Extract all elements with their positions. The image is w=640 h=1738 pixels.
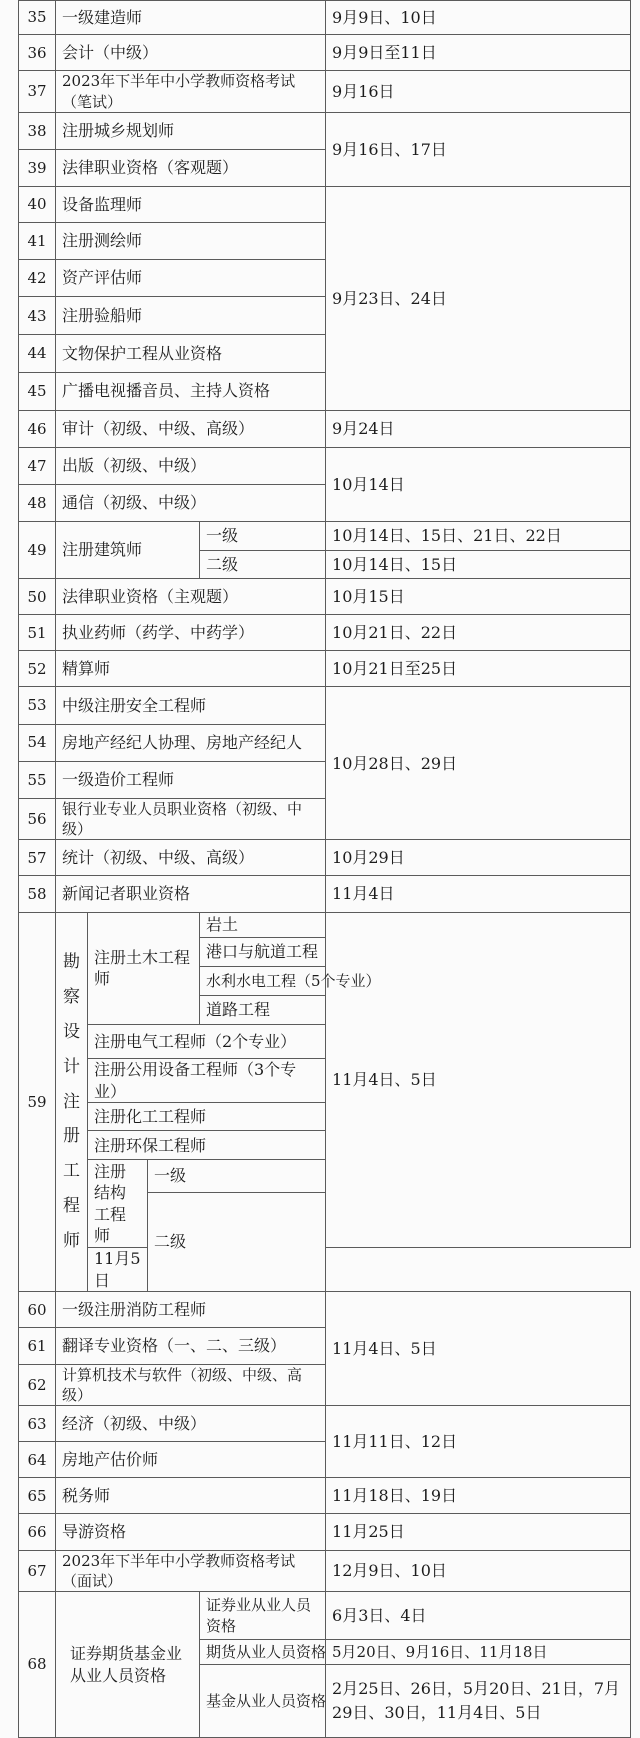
exam-date: 12月9日、10日	[326, 1550, 631, 1592]
exam-date: 9月9日、10日	[326, 1, 631, 35]
exam-name: 注册验船师	[56, 297, 326, 335]
row-number: 66	[19, 1514, 56, 1550]
row-number: 42	[19, 260, 56, 297]
row-number: 54	[19, 724, 56, 761]
row-number: 64	[19, 1442, 56, 1478]
exam-date: 10月28日、29日	[326, 687, 631, 840]
table-row	[19, 187, 631, 223]
exam-name: 2023年下半年中小学教师资格考试（笔试）	[56, 71, 326, 113]
exam-category-vertical	[56, 912, 88, 1292]
exam-name: 一级建造师	[56, 1, 326, 35]
exam-name: 房地产估价师	[56, 1442, 326, 1478]
exam-name: 统计（初级、中级、高级）	[56, 840, 326, 876]
exam-name: 法律职业资格（主观题）	[56, 579, 326, 615]
exam-name: 审计（初级、中级、高级）	[56, 410, 326, 447]
row-number: 55	[19, 761, 56, 798]
exam-name: 文物保护工程从业资格	[56, 335, 326, 372]
row-number: 56	[19, 798, 56, 840]
exam-date: 5月20日、9月16日、11月18日	[326, 1640, 631, 1665]
exam-name: 一级注册消防工程师	[56, 1292, 326, 1328]
exam-name: 出版（初级、中级）	[56, 447, 326, 484]
table-row	[19, 1550, 631, 1592]
exam-date: 9月9日至11日	[326, 35, 631, 71]
exam-name: 2023年下半年中小学教师资格考试（面试）	[56, 1550, 326, 1592]
exam-sublevel: 二级	[200, 551, 326, 579]
exam-sublevel: 一级	[148, 1160, 326, 1192]
table-row	[19, 1478, 631, 1514]
exam-name: 经济（初级、中级）	[56, 1406, 326, 1442]
exam-date: 2月25日、26日，5月20日、21日，7月29日、30日，11月4日、5日	[326, 1665, 631, 1738]
exam-name: 计算机技术与软件（初级、中级、高级）	[56, 1364, 326, 1406]
exam-sublevel: 二级	[148, 1192, 326, 1292]
exam-name: 广播电视播音员、主持人资格	[56, 372, 326, 410]
table-row	[19, 1514, 631, 1550]
exam-group-chemical: 注册化工工程师	[88, 1103, 326, 1131]
exam-name: 注册测绘师	[56, 223, 326, 260]
exam-name: 会计（中级）	[56, 35, 326, 71]
table-row	[19, 876, 631, 912]
exam-date: 10月29日	[326, 840, 631, 876]
exam-date: 10月14日、15日、21日、22日	[326, 522, 631, 551]
row-number: 60	[19, 1292, 56, 1328]
exam-date: 6月3日、4日	[326, 1592, 631, 1640]
table-row	[19, 447, 631, 484]
table-row	[19, 1592, 631, 1640]
row-number: 37	[19, 71, 56, 113]
exam-name: 注册建筑师	[56, 522, 200, 579]
exam-name: 导游资格	[56, 1514, 326, 1550]
row-number: 63	[19, 1406, 56, 1442]
row-number: 36	[19, 35, 56, 71]
exam-sublevel: 证券业从业人员资格	[200, 1592, 326, 1640]
table-row	[19, 687, 631, 724]
table-row	[19, 840, 631, 876]
row-number: 50	[19, 579, 56, 615]
exam-name: 一级造价工程师	[56, 761, 326, 798]
exam-date: 9月16日、17日	[326, 112, 631, 186]
row-number: 59	[19, 912, 56, 1292]
table-row	[19, 1406, 631, 1442]
exam-group-electrical: 注册电气工程师（2个专业）	[88, 1024, 326, 1058]
exam-date: 10月14日、15日	[326, 551, 631, 579]
exam-name: 房地产经纪人协理、房地产经纪人	[56, 724, 326, 761]
exam-name: 设备监理师	[56, 187, 326, 223]
row-number: 52	[19, 651, 56, 687]
row-number: 40	[19, 187, 56, 223]
table-row	[19, 1292, 631, 1328]
exam-name: 中级注册安全工程师	[56, 687, 326, 724]
exam-subspecialty: 岩土	[200, 912, 326, 937]
exam-group-utility: 注册公用设备工程师（3个专业）	[88, 1058, 326, 1102]
row-number: 62	[19, 1364, 56, 1406]
exam-date: 10月21日、22日	[326, 615, 631, 651]
table-row	[19, 112, 631, 149]
exam-date: 11月11日、12日	[326, 1406, 631, 1478]
table-row	[19, 615, 631, 651]
table-row	[19, 579, 631, 615]
exam-date: 10月15日	[326, 579, 631, 615]
row-number: 41	[19, 223, 56, 260]
row-number: 57	[19, 840, 56, 876]
row-number: 47	[19, 447, 56, 484]
row-number: 39	[19, 149, 56, 186]
table-row	[19, 71, 631, 113]
exam-category-label: 勘察设计注册工程师	[63, 952, 80, 1251]
row-number: 51	[19, 615, 56, 651]
exam-date: 9月16日	[326, 71, 631, 113]
exam-name: 注册城乡规划师	[56, 112, 326, 149]
row-number: 68	[19, 1592, 56, 1738]
table-row	[19, 651, 631, 687]
exam-date: 11月5日	[88, 1248, 148, 1292]
exam-name: 执业药师（药学、中药学）	[56, 615, 326, 651]
row-number: 67	[19, 1550, 56, 1592]
exam-name: 新闻记者职业资格	[56, 876, 326, 912]
row-number: 45	[19, 372, 56, 410]
exam-date: 9月24日	[326, 410, 631, 447]
exam-name: 证券期货基金业从业人员资格	[56, 1592, 200, 1738]
row-number: 49	[19, 522, 56, 579]
row-number: 46	[19, 410, 56, 447]
exam-subspecialty: 港口与航道工程	[200, 937, 326, 966]
exam-subspecialty: 水利水电工程（5个专业）	[200, 966, 326, 995]
exam-date: 11月18日、19日	[326, 1478, 631, 1514]
row-number: 58	[19, 876, 56, 912]
row-number: 38	[19, 112, 56, 149]
exam-group-structural: 注册结构工程师	[88, 1160, 148, 1248]
exam-date: 10月14日	[326, 447, 631, 521]
row-number: 43	[19, 297, 56, 335]
exam-name: 精算师	[56, 651, 326, 687]
exam-name: 法律职业资格（客观题）	[56, 149, 326, 186]
exam-name: 通信（初级、中级）	[56, 484, 326, 521]
row-number: 35	[19, 1, 56, 35]
row-number: 61	[19, 1328, 56, 1364]
table-row	[19, 912, 631, 937]
table-row	[19, 35, 631, 71]
exam-subspecialty: 道路工程	[200, 995, 326, 1024]
exam-sublevel: 基金从业人员资格	[200, 1665, 326, 1738]
exam-name: 资产评估师	[56, 260, 326, 297]
table-row	[19, 1, 631, 35]
exam-date: 11月4日、5日	[326, 1292, 631, 1406]
row-number: 44	[19, 335, 56, 372]
row-number: 65	[19, 1478, 56, 1514]
exam-date: 11月4日、5日	[326, 912, 631, 1247]
exam-group-environmental: 注册环保工程师	[88, 1131, 326, 1160]
exam-date: 9月23日、24日	[326, 187, 631, 411]
exam-date: 11月25日	[326, 1514, 631, 1550]
exam-sublevel: 期货从业人员资格	[200, 1640, 326, 1665]
exam-sublevel: 一级	[200, 522, 326, 551]
exam-date: 11月4日	[326, 876, 631, 912]
table-row	[19, 410, 631, 447]
row-number: 48	[19, 484, 56, 521]
exam-name: 银行业专业人员职业资格（初级、中级）	[56, 798, 326, 840]
exam-date: 10月21日至25日	[326, 651, 631, 687]
exam-name: 翻译专业资格（一、二、三级）	[56, 1328, 326, 1364]
row-number: 53	[19, 687, 56, 724]
table-row	[19, 522, 631, 551]
exam-name: 税务师	[56, 1478, 326, 1514]
exam-schedule-table	[18, 0, 631, 1738]
exam-group-civil: 注册土木工程师	[88, 912, 200, 1024]
